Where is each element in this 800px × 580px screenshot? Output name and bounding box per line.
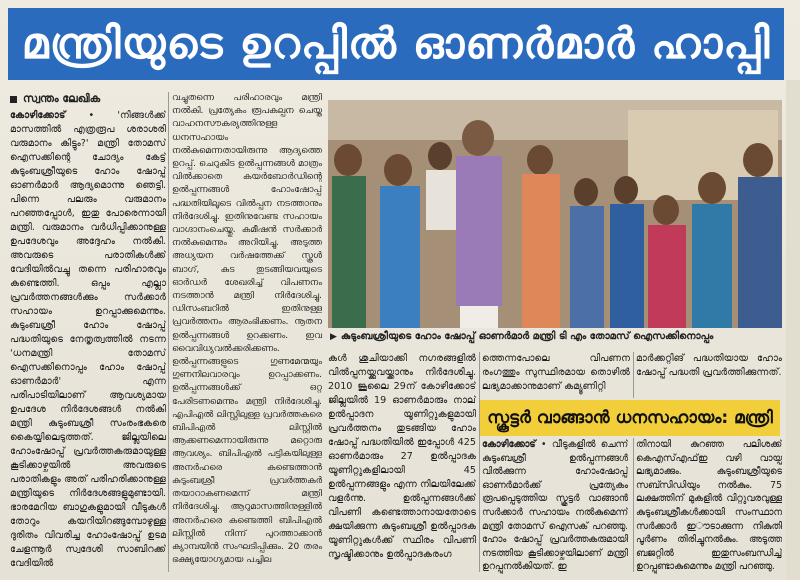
article-column-2 xyxy=(172,92,322,572)
column-divider xyxy=(168,92,169,572)
article-text: കൾ ശുചിയാക്കി നഗരങ്ങളിൽ വിൽപ്പനയ്ക്കുവയ്ക്കാനും നിർദേശിച്ചു. 2010 ജൂലൈ 29ന് കോഴിക്കോട് ജില്ലയിൽ 19 ഓണർമാരും നാല് ഉൽപ്പാദന യൂണിറ്റുകളുമായി പ്രവർത്തനം തുടങ്ങിയ ഹോം ഷോപ്പ് പദ്ധതിയിൽ ഇപ്പോൾ 425 ഓണർമാരും 27 ഉൽപ്പാദക യൂണിറ്റുകളിലായി 45 ഉൽപ്പന്നങ്ങളും എന്ന നിലയിലേക്ക് വളർന്നു. ഉൽപ്പന്നങ്ങൾക്ക് വിപണി കണ്ടെത്താനായതോടെ ക്ഷയിക്കുന്ന കുടുംബശ്രീ ഉൽപ്പാദക യൂണിറ്റുകൾക്ക് സ്ഥിരം വിപണി സൃഷ്ടിക്കാനും ഉൽപ്പാദകരംഗ xyxy=(328,353,476,560)
column-divider xyxy=(479,352,480,572)
bullet-icon xyxy=(10,96,17,103)
headline: മന്ത്രിയുടെ ഉറപ്പിൽ ഓണർമാർ ഹാപ്പി xyxy=(21,19,771,69)
article-column-3 xyxy=(328,352,476,572)
column-divider xyxy=(633,352,634,398)
byline: സ്വന്തം ലേഖിക xyxy=(10,92,166,106)
sub-headline-band xyxy=(480,400,780,436)
photo-caption: ▶ കുടുംബശ്രീയുടെ ഹോം ഷോപ്പ് ഓണർമാർ മന്ത്രി ടി എം തോമസ് ഐസക്കിനൊപ്പം xyxy=(330,331,714,342)
article-text: ത്തെന്നപോലെ വിപണന രംഗത്തും സുസ്ഥിരമായ തൊഴിൽ ലഭ്യമാക്കാനുമാണ് കമ്യൂണിറ്റി xyxy=(482,353,630,392)
article-text: കോഴിക്കോട് • വീടുകളിൽ ചെന്ന് കുടുംബശ്രീ ഉൽപ്പന്നങ്ങൾ വിൽക്കുന്ന ഹോംഷോപ്പ് ഓണർമാർക്ക് പ്രത്യേകം രൂപപ്പെടുത്തിയ സ്കൂട്ടർ വാങ്ങാൻ സർക്കാർ സഹായം നൽകുമെന്ന് മന്ത്രി തോമസ് ഐസക് പറഞ്ഞു. ഹോം ഷോപ്പ് പ്രവർത്തകരുമായി നടത്തിയ കൂടിക്കാഴ്ചയിലാണ് മന്ത്രി ഉറപ്പുനൽകിയത്. ഇ xyxy=(482,439,628,573)
dateline: കോഴിക്കോട് xyxy=(482,439,536,450)
column-divider xyxy=(633,438,634,572)
article-text: മാർക്കറ്റിങ് പദ്ധതിയായ ഹോം ഷോപ്പ് പദ്ധതി പ്രവർത്തിക്കുന്നത്. xyxy=(636,353,782,378)
headline-band xyxy=(8,8,784,80)
article-text: കോഴിക്കോട് • 'നിങ്ങൾക്ക് മാസത്തിൽ എത്രരൂപ ശരാശരി വരുമാനം കിട്ടും?' മന്ത്രി തോമസ് ഐസക്കിന്റെ ചോദ്യം കേട്ട് കുടുംബശ്രീയുടെ ഹോം ഷോപ്പ് ഓണർമാർ ആദ്യമൊന്നു ഞെട്ടി. പിന്നെ പലരും വരുമാനം പറഞ്ഞപ്പോൾ, ഇതു പോരെന്നായി മന്ത്രി. വരുമാനം വർധിപ്പിക്കാനുള്ള ഉപദേശവും അദ്ദേഹം നൽകി. അവരുടെ പരാതികൾക്ക് വേദിയിൽവച്ചു തന്നെ പരിഹാരവും കണ്ടെത്തി. ഒപ്പം എല്ലാ പ്രവർത്തനങ്ങൾക്കും സർക്കാർ സഹായം ഉറപ്പാക്കുമെന്നും. കുടുംബശ്രീ ഹോം ഷോപ്പ് പദ്ധതിയുടെ നേതൃത്വത്തിൽ നടന്ന 'ധനമന്ത്രി തോമസ് ഐസക്കിനൊപ്പം ഹോം ഷോപ്പ് ഓണർമാർ' എന്ന പരിപാടിയിലാണ് ആവശ്യമായ ഉപദേശ നിർദേശങ്ങൾ നൽകി മന്ത്രി കുടുംബശ്രീ സംരംഭകരെ കൈയ്യിലെടുത്തത്. ജില്ലയിലെ ഹോംഷോപ്പ് പ്രവർത്തകരുമായുള്ള കൂടിക്കാഴ്ചയിൽ അവരുടെ പരാതികളും അത് പരിഹരിക്കാനുള്ള മന്ത്രിയുടെ നിർദേശങ്ങളുമുണ്ടായി. ഭാരമേറിയ ബാഗുകളുമായി വീടുകൾ തോറും കയറിയിറങ്ങുമ്പോഴുള്ള ദുരിതം വിവരിച്ച ഹോംഷോപ്പ് ഉടമ ചേളന്നൂർ സ്വദേശി സാബിറക്ക് വേദിയിൽ xyxy=(10,110,166,569)
adjacent-page-edge xyxy=(786,80,800,580)
article-text: തിനായി കുറഞ്ഞ പലിശക്ക് കെഎസ്എഫ്ഇ വഴി വായ്പ ലഭ്യമാക്കും. കുടുംബശ്രീയുടെ സബ്സിഡിയും നൽകും. 75 ലക്ഷത്തിന് മുകളിൽ വിറ്റുവരവുള്ള കുടുംബശ്രീകൾക്കായി സംസ്ഥാന സർക്കാർ ഇൗടാക്കുന്ന നികുതി പൂർണം തിരിച്ചുനൽകും. അടുത്ത ബജറ്റിൽ ഇതുസംബന്ധിച്ച് ഉറപ്പുണ്ടാകുമെന്നും മന്ത്രി പറഞ്ഞു. xyxy=(636,439,782,573)
article-column-6 xyxy=(482,438,628,574)
article-column-7 xyxy=(636,438,782,574)
caption-arrow-icon: ▶ xyxy=(330,332,337,342)
news-photo xyxy=(328,100,782,328)
article-text: വച്ചുതന്നെ പരിഹാരവും മന്ത്രി നൽകി. പ്രത്യേകം രൂപകല്പന ചെയ്ത വാഹനസൗകര്യത്തിനുള്ള ധനസഹായം നൽകുമെന്നതായിരുന്നു ആദ്യത്തെ ഉറപ്പ്. ചെറുകിട ഉൽപ്പന്നങ്ങൾ മാത്രം വിൽക്കാതെ കയർബോർഡിന്റെ ഉൽപ്പന്നങ്ങൾ ഹോംഷോപ്പ് പദ്ധതിയിലൂടെ വിൽപ്പന നടത്താനും നിർദേശിച്ചു. ഇതിനുവേണ്ട സഹായം വാഗ്ദാനംചെയ്തു. കമീഷൻ സർക്കാർ നൽകുമെന്നും അറിയിച്ചു. അടുത്ത അധ്യയന വർഷത്തേക്ക് സ്കൂൾ ബാഗ്, കുട തുടങ്ങിയവയുടെ ഓർഡർ ശേഖരിച്ച് വിപണനം നടത്താൻ മന്ത്രി നിർദേശിച്ചു. ഡിസംബറിൽ ഇതിനുള്ള പ്രവർത്തനം ആരംഭിക്കണം. നൂതന ഉൽപ്പന്നങ്ങൾ ഉറക്കണം. ഇവ വൈവിധ്യവൽക്കരിക്കണം. ഉൽപ്പന്നങ്ങളുടെ ഗുണമേന്മയും ഗുണനിലവാരവും ഉറപ്പാക്കണം. ഉൽപ്പന്നങ്ങൾക്ക് ഒറ്റ പേരിടണമെന്നും മന്ത്രി നിർദേശിച്ചു. എപിഎൽ ലിസ്റ്റിലുള്ള പ്രവർത്തകരെ ബിപിഎൽ ലിസ്റ്റിൽ ആക്കണമെന്നായിരുന്നു മറ്റൊരു ആവശ്യം. ബിപിഎൽ പട്ടികയിലുള്ള അനർഹരെ കണ്ടെത്താൻ കുടുംബശ്രീ പ്രവർത്തകർ തയാറാകണമെന്ന് മന്ത്രി നിർദേശിച്ചു. ആറുമാസത്തിനുള്ളിൽ അനർഹരെ കണ്ടെത്തി ബിപിഎൽ ലിസ്റ്റിൽ നിന്ന് പുറത്താക്കാൻ ക്യാമ്പയിൻ സംഘടിപ്പിക്കും. 20 തരം ഭക്ഷ്യയോഗ്യമായ പച്ചില xyxy=(172,93,322,566)
photo-illustration xyxy=(328,100,782,328)
article-column-1 xyxy=(10,92,166,572)
sub-headline: സ്കൂട്ടർ വാങ്ങാൻ ധനസഹായം: മന്ത്രി xyxy=(487,408,773,428)
dateline: കോഴിക്കോട് xyxy=(10,110,66,121)
